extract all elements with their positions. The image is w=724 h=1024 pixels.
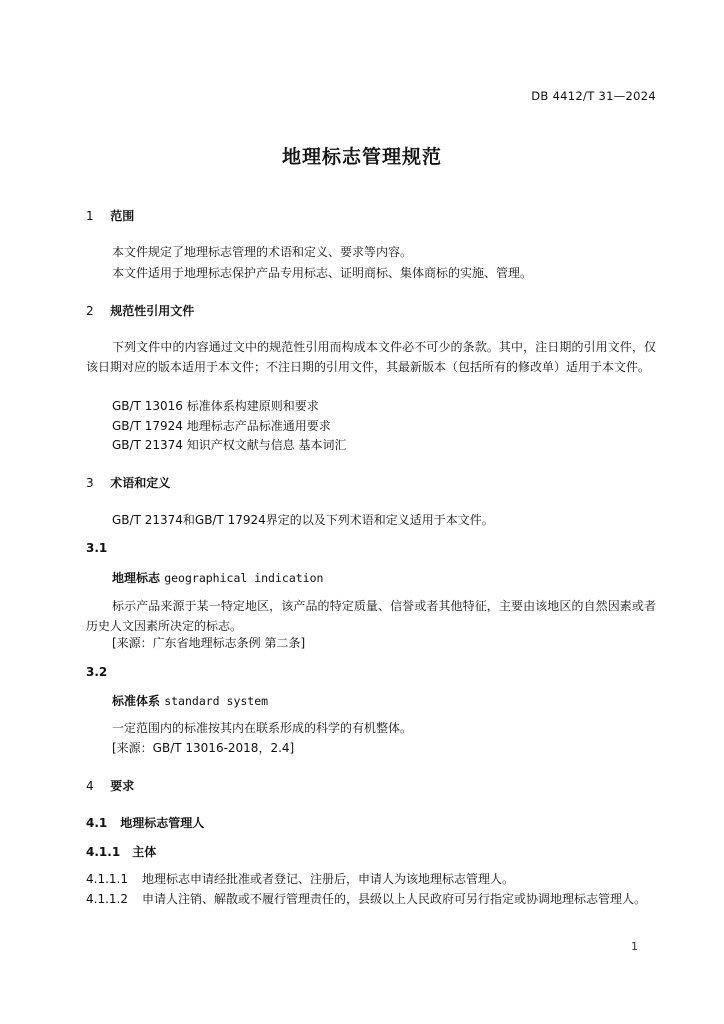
term-definition: 标示产品来源于某一特定地区，该产品的特定质量、信誉或者其他特征，主要由该地区的自然因素或者历史人文因素所决定的标志。	[86, 599, 656, 633]
section-title: 规范性引用文件	[110, 304, 195, 318]
section-number: 4	[86, 779, 94, 793]
term-source: [来源：GB/T 13016-2018，2.4]	[112, 741, 295, 755]
reference-item: GB/T 17924 地理标志产品标准通用要求	[112, 419, 331, 433]
clause-text: 地理标志申请经批准或者登记、注册后，申请人为该地理标志管理人。	[142, 872, 515, 886]
document-title: 地理标志管理规范	[281, 146, 442, 168]
term-definition: 一定范围内的标准按其内在联系形成的科学的有机整体。	[112, 721, 413, 735]
section-number: 2	[86, 304, 94, 318]
section-2-heading	[86, 302, 194, 319]
clause-text: 申请人注销、解散或不履行管理责任的，县级以上人民政府可另行指定或协调地理标志管理人。	[142, 892, 647, 906]
section-title: 范围	[110, 209, 135, 223]
section-4-heading	[86, 777, 134, 794]
paragraph: GB/T 21374和GB/T 17924界定的以及下列术语和定义适用于本文件。	[112, 513, 494, 527]
clause-number: 4.1.1.1	[86, 872, 128, 886]
reference-item: GB/T 13016 标准体系构建原则和要求	[112, 399, 319, 413]
subsection-number: 4.1	[86, 816, 108, 830]
reference-item: GB/T 21374 知识产权文献与信息 基本词汇	[112, 438, 347, 452]
paragraph: 下列文件中的内容通过文中的规范性引用而构成本文件必不可少的条款。其中，注日期的引用文件，仅该日期对应的版本适用于本文件；不注日期的引用文件，其最新版本（包括所有的修改单）适用于本文件。	[86, 340, 656, 374]
term-en: geographical indication	[164, 571, 324, 585]
paragraph: 本文件适用于地理标志保护产品专用标志、证明商标、集体商标的实施、管理。	[112, 266, 533, 280]
section-number: 3	[86, 476, 94, 490]
subsection-heading	[86, 814, 204, 831]
document-code: DB 4412/T 31—2024	[531, 89, 656, 103]
term-zh: 地理标志	[112, 571, 161, 585]
section-3-heading	[86, 474, 170, 491]
term-entry	[112, 569, 323, 586]
subsection-heading	[86, 843, 156, 860]
section-1-heading	[86, 207, 134, 224]
section-title: 术语和定义	[110, 476, 171, 490]
term-en: standard system	[164, 694, 269, 708]
term-zh: 标准体系	[112, 694, 161, 708]
section-title: 要求	[110, 779, 135, 793]
clause	[86, 869, 656, 889]
term-entry	[112, 692, 268, 709]
clause	[86, 889, 656, 909]
subsection-number: 4.1.1	[86, 845, 121, 859]
subsection-title: 主体	[132, 845, 157, 859]
page-number: 1	[631, 940, 638, 953]
section-number: 1	[86, 209, 94, 223]
term-number: 3.1	[86, 541, 108, 555]
paragraph: 本文件规定了地理标志管理的术语和定义、要求等内容。	[112, 245, 413, 259]
term-source: [来源：广东省地理标志条例 第二条]	[112, 636, 306, 650]
clause-number: 4.1.1.2	[86, 892, 128, 906]
term-number: 3.2	[86, 665, 108, 679]
subsection-title: 地理标志管理人	[120, 816, 205, 830]
